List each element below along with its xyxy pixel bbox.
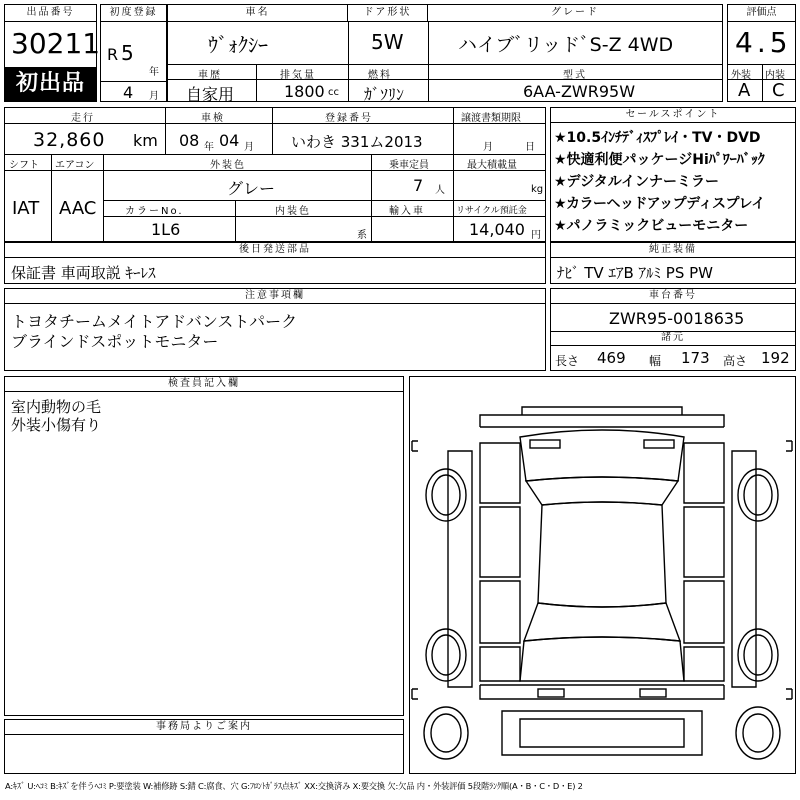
equipment-content: ﾅﾋﾞ TV ｴｱB ｱﾙﾐ PS PW [557,264,713,282]
lot-number: 30211 [11,27,101,60]
left-fender [480,443,520,503]
vt-r5 [103,216,545,217]
notes-line: ブラインドスポットモニター [11,332,219,351]
vt-v8 [235,200,236,241]
width-label: 幅 [649,354,662,368]
color-no: 1L6 [151,220,181,239]
exterior-score: A [738,80,751,101]
rear-hatch [520,637,684,681]
score: 4.5 [735,26,792,59]
inspector-line: 外装小傷有り [11,416,102,434]
vehicle-table [4,107,546,242]
vt-v7 [453,154,454,241]
later-parts-title: 後日発送部品 [5,243,545,258]
inspection-month-unit: 月 [244,142,254,153]
chassis-box [550,288,796,371]
chassis-number: ZWR95-0018635 [609,309,745,328]
grade: ハイブﾞリッドﾞS-Z 4WD [458,34,674,56]
undercarriage [502,711,702,755]
reg-year: 5 [121,41,134,65]
spare-tire-right-inner [743,714,773,752]
lot-box [4,4,101,102]
score-label: 評価点 [728,5,795,22]
sales-point-item: ★カラーヘッドアップディスプレイ [554,196,765,212]
reg-month: 4 [123,83,134,102]
equipment-box [550,242,796,284]
length: 469 [597,349,626,367]
score-vdiv [762,64,763,101]
vt-v5 [103,154,104,241]
ext-color: グレー [227,179,276,198]
int-color-label: 内装色 [275,206,311,217]
row2-mid [168,79,722,80]
length-label: 長さ [555,354,580,368]
spec-title: 諸元 [551,331,795,346]
mirror-right [786,441,792,451]
office-box [4,719,404,774]
mirror-left-rear [412,689,418,699]
front-bumper-inner [522,407,682,415]
history: 自家用 [186,85,235,104]
inspector-box [4,376,404,716]
right-quarter [684,647,724,681]
interior-score: C [772,80,785,101]
plate-label: 登録番号 [325,113,373,124]
lamp-right [644,440,674,448]
windshield [526,477,678,505]
vt-r3 [103,170,545,171]
shift: IAT [12,198,40,219]
wheel-rear-right-inner [744,635,772,675]
sales-points-title: セールスポイント [551,108,795,123]
fuel-label: 燃料 [368,70,392,81]
recycle-label: リサイクル預託金 [456,206,527,216]
left-front-door [480,507,520,577]
fuel: ｶﾞｿﾘﾝ [364,85,405,104]
int-color-unit: 系 [357,230,367,241]
inspector-title: 検査員記入欄 [5,377,403,392]
inspection-month: 04 [219,131,240,150]
first-reg-label: 初度登録 [101,5,166,22]
right-front-door [684,507,724,577]
vt-v4 [51,154,52,241]
sales-point-item: ★快適利便パッケージHiﾊﾟﾜｰﾊﾞｯｸ [554,152,765,168]
history-label: 車歴 [198,70,222,81]
color-no-label: カラーNo. [125,206,184,217]
ac-label: エアコン [55,160,95,171]
mileage-label: 走行 [71,113,95,124]
vt-r1 [5,123,545,124]
model-label: 型式 [563,70,587,81]
rear-lamp-right [640,689,666,697]
doors: 5W [371,30,404,54]
width: 173 [681,349,710,367]
plate: いわき 331ム2013 [291,133,423,151]
displacement-unit: cc [328,87,339,98]
first-listing-text: 初出品 [15,71,85,96]
sales-points-box [550,107,796,242]
notes-title: 注意事項欄 [5,289,545,304]
vt-r4 [103,200,545,201]
vt-v6 [371,154,372,200]
inspector-line: 室内動物の毛 [11,398,102,416]
mileage: 32,860 [33,129,106,151]
recycle-unit: 円 [531,230,541,241]
wheel-front-right-inner [744,475,772,515]
displacement: 1800 [284,82,325,101]
interior-label: 内装 [765,70,785,81]
mirror-left [412,441,418,451]
recycle: 14,040 [469,220,525,239]
div-a [348,22,349,64]
model: 6AA-ZWR95W [523,82,636,101]
doors-label: ドア形状 [348,5,428,22]
sales-points-list [554,127,795,237]
left-rear-door [480,581,520,643]
ext-color-label: 外装色 [210,160,246,171]
right-rear-door [684,581,724,643]
displacement-label: 排気量 [280,70,316,81]
inspection-label: 車検 [201,113,225,124]
shift-label: シフト [9,160,39,171]
later-parts-content: 保証書 車両取説 ｷｰﾚｽ [11,264,156,282]
capacity: 7 [413,176,424,195]
rear-bumper [480,685,724,699]
equipment-title: 純正装備 [551,243,795,258]
inspection-year-unit: 年 [204,142,214,153]
inspection-year: 08 [179,131,200,150]
transfer-label: 譲渡書類期限 [461,113,521,124]
load-label: 最大積載量 [467,160,517,171]
main-info-box [167,4,723,102]
month-unit: 月 [149,91,159,102]
undercarriage-inner [520,719,684,747]
front-bumper [480,415,724,427]
vt-v2 [272,108,273,154]
first-listing-badge [5,67,96,101]
ac: AAC [59,198,97,219]
notes-box [4,288,546,371]
div-d [348,64,349,101]
import-label: 輸入車 [389,206,425,217]
grade-label: グレード [428,5,722,22]
transfer-day-unit: 日 [525,142,535,153]
wheel-front-left-inner [432,475,460,515]
car-name-label: 車名 [168,5,348,22]
hood [520,430,684,481]
car-diagram [410,377,794,772]
vt-v9 [371,200,372,241]
capacity-unit: 人 [435,185,445,196]
wheel-rear-left-inner [432,635,460,675]
mileage-unit: km [133,131,158,150]
year-unit: 年 [149,67,159,78]
sales-point-item: ★デジタルインナーミラー [554,174,720,190]
exterior-label: 外装 [731,70,751,81]
div-e [428,64,429,101]
transfer-month-unit: 月 [483,142,493,153]
car-diagram-box [409,376,796,774]
height: 192 [761,349,790,367]
first-reg-divider [101,81,166,82]
right-fender [684,443,724,503]
legend: A:ｷｽﾞ U:ﾍｺﾐ B:ｷｽﾞを伴うﾍｺﾐ P:要塗装 W:補修跡 S:錆 C:腐食、穴 G:ﾌﾛﾝﾄｶﾞﾗｽ点ｷｽﾞ XX:交換済み X:要交換 欠:欠品 内・外装評価 5段階ﾗﾝｸ順(A・B・C・D・E) 2 [5,781,583,791]
lamp-left [530,440,560,448]
lot-label: 出品番号 [5,5,96,22]
car-name: ｳﾞｫｸｼｰ [208,33,268,57]
rear-window [524,603,680,641]
chassis-title: 車台番号 [551,289,795,304]
sales-point-item: ★パノラミックビューモニター [554,218,749,234]
capacity-label: 乗車定員 [389,160,429,171]
mirror-right-rear [786,689,792,699]
spare-tire-inner [431,714,461,752]
load-unit: kg [531,184,544,195]
first-reg-box [100,4,167,102]
vt-r2 [5,154,545,155]
left-quarter [480,647,520,681]
div-c [256,64,257,101]
score-box [727,4,796,102]
vt-v1 [165,108,166,154]
div-b [428,22,429,64]
rear-lamp-left [538,689,564,697]
era: R [107,45,119,64]
notes-line: トヨタチームメイトアドバンストパーク [11,312,298,331]
later-parts-box [4,242,546,284]
vt-v3 [453,108,454,154]
office-title: 事務局よりご案内 [5,720,403,735]
roof [538,502,666,607]
row2-top [168,64,722,65]
sales-point-item: ★10.5ｲﾝﾁﾃﾞｨｽﾌﾟﾚｲ・TV・DVD [554,130,761,146]
vt-r3a [5,170,103,171]
height-label: 高さ [723,354,748,368]
